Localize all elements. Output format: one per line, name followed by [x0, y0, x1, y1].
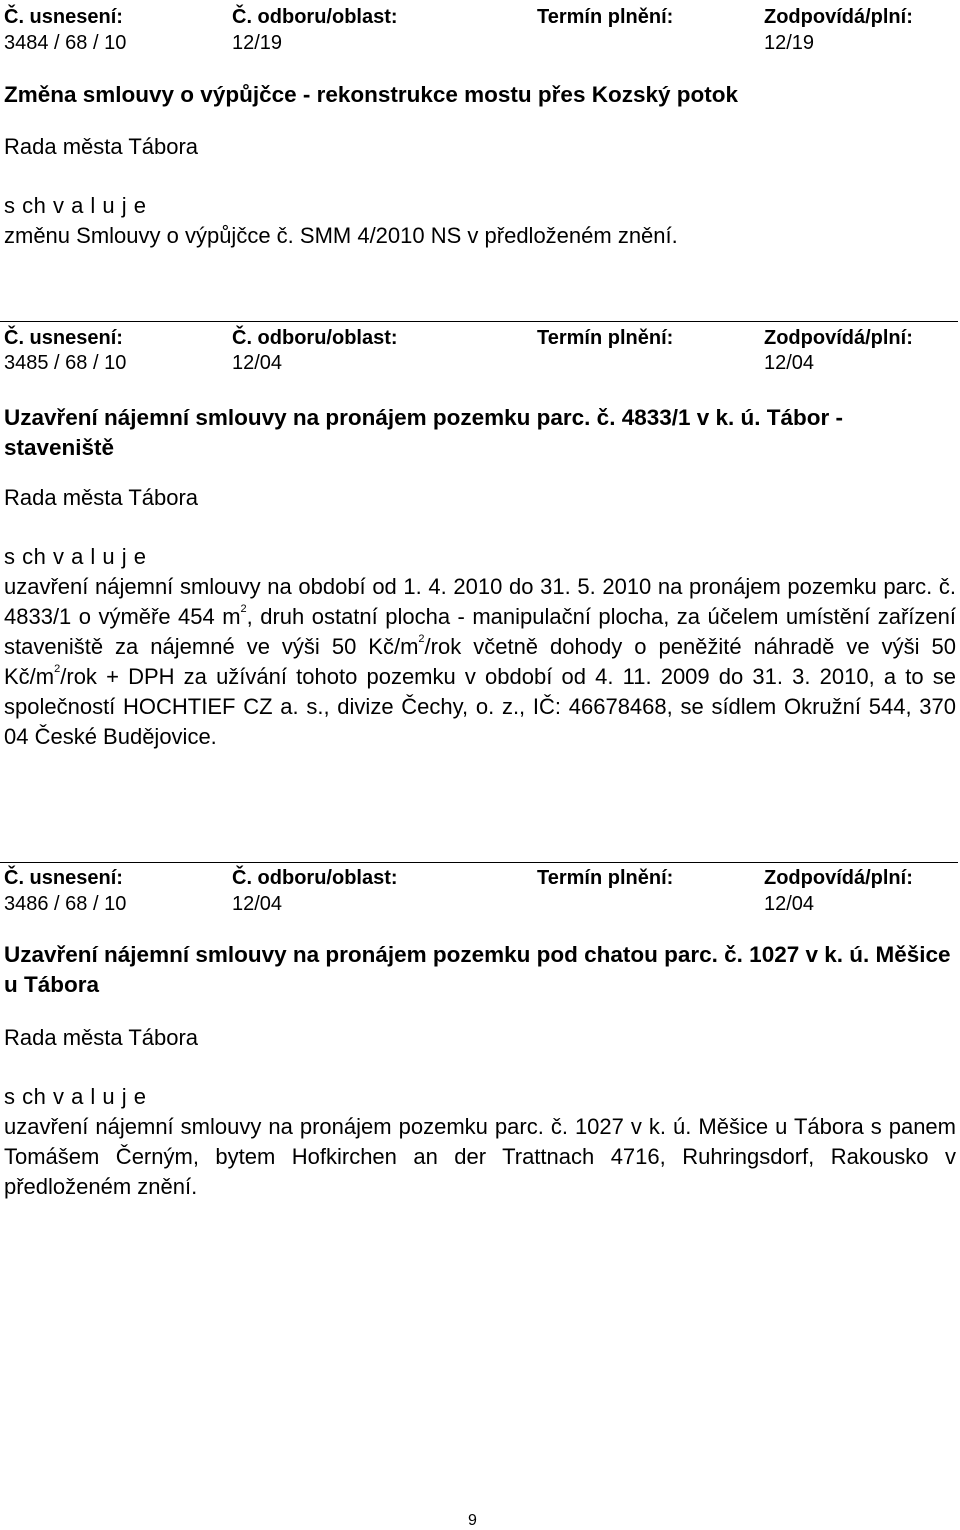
resolution-values-row — [4, 32, 954, 58]
resolution-verb: s ch v a l u j e — [4, 544, 147, 569]
superscript-squared: 2 — [54, 663, 61, 675]
resolution-number: 3484 / 68 / 10 — [4, 32, 127, 54]
resolution-verb: s ch v a l u j e — [4, 1084, 147, 1109]
header-label-resolution-number: Č. usnesení: — [4, 867, 123, 889]
resolution-values-row — [4, 893, 954, 919]
department-value: 12/04 — [232, 352, 283, 374]
header-label-deadline: Termín plnění: — [537, 327, 674, 349]
resolution-text: změnu Smlouvy o výpůjčce č. SMM 4/2010 NS v předloženém znění. — [4, 223, 678, 248]
responsible-value: 12/19 — [764, 32, 815, 54]
responsible-value: 12/04 — [764, 352, 815, 374]
header-label-deadline: Termín plnění: — [537, 867, 674, 889]
superscript-squared: 2 — [240, 603, 247, 615]
resolution-title: Změna smlouvy o výpůjčce - rekonstrukce mostu přes Kozský potok — [4, 82, 738, 107]
section-divider — [0, 862, 958, 863]
header-label-department: Č. odboru/oblast: — [232, 327, 398, 349]
resolution-header-row — [4, 867, 954, 893]
department-value: 12/04 — [232, 893, 283, 915]
authority: Rada města Tábora — [4, 1025, 199, 1050]
header-label-department: Č. odboru/oblast: — [232, 867, 398, 889]
page-number: 9 — [468, 1512, 477, 1529]
header-label-responsible: Zodpovídá/plní: — [764, 327, 913, 349]
section-divider — [0, 321, 958, 322]
resolution-number: 3486 / 68 / 10 — [4, 893, 127, 915]
superscript-squared: 2 — [418, 633, 425, 645]
responsible-value: 12/04 — [764, 893, 815, 915]
authority: Rada města Tábora — [4, 485, 199, 510]
resolution-text-part: /rok + DPH za užívání tohoto pozemku v období od 4. 11. 2009 do 31. 3. 2010, a to se společností HOCHTIEF CZ a. s., divize Čechy, o. z., IČ: 46678468, se sídlem Okružní 544, 370 04 České Budějovice. — [4, 664, 956, 749]
resolution-header-row — [4, 327, 954, 353]
authority: Rada města Tábora — [4, 134, 199, 159]
header-label-resolution-number: Č. usnesení: — [4, 6, 123, 28]
header-label-responsible: Zodpovídá/plní: — [764, 6, 913, 28]
resolution-title: Uzavření nájemní smlouvy na pronájem pozemku parc. č. 4833/1 v k. ú. Tábor - staveniště — [4, 405, 844, 460]
resolution-text-part: /rok včetně dohody o peněžité náhradě ve výši 50 Kč/m — [4, 634, 957, 689]
resolution-number: 3485 / 68 / 10 — [4, 352, 127, 374]
header-label-responsible: Zodpovídá/plní: — [764, 867, 913, 889]
resolution-text-part: , druh ostatní plocha - manipulační plocha, za účelem umístění zařízení staveniště za nájemné ve výši 50 Kč/m — [4, 604, 956, 659]
header-label-department: Č. odboru/oblast: — [232, 6, 398, 28]
resolution-text: uzavření nájemní smlouvy na pronájem pozemku parc. č. 1027 v k. ú. Měšice u Tábora s panem Tomášem Černým, bytem Hofkirchen an der Trattnach 4716, Ruhringsdorf, Rakousko v předloženém znění. — [4, 1114, 956, 1199]
resolution-text-part: uzavření nájemní smlouvy na období od 1. 4. 2010 do 31. 5. 2010 na pronájem pozemku parc. č. 4833/1 o výměře 454 m — [4, 574, 956, 629]
resolution-title: Uzavření nájemní smlouvy na pronájem pozemku pod chatou parc. č. 1027 v k. ú. Měšice u Tábora — [4, 942, 951, 997]
header-label-deadline: Termín plnění: — [537, 6, 674, 28]
resolution-values-row — [4, 352, 954, 378]
resolution-header-row — [4, 6, 954, 32]
header-label-resolution-number: Č. usnesení: — [4, 327, 123, 349]
department-value: 12/19 — [232, 32, 283, 54]
resolution-text — [4, 572, 956, 752]
resolution-verb: s ch v a l u j e — [4, 193, 147, 218]
